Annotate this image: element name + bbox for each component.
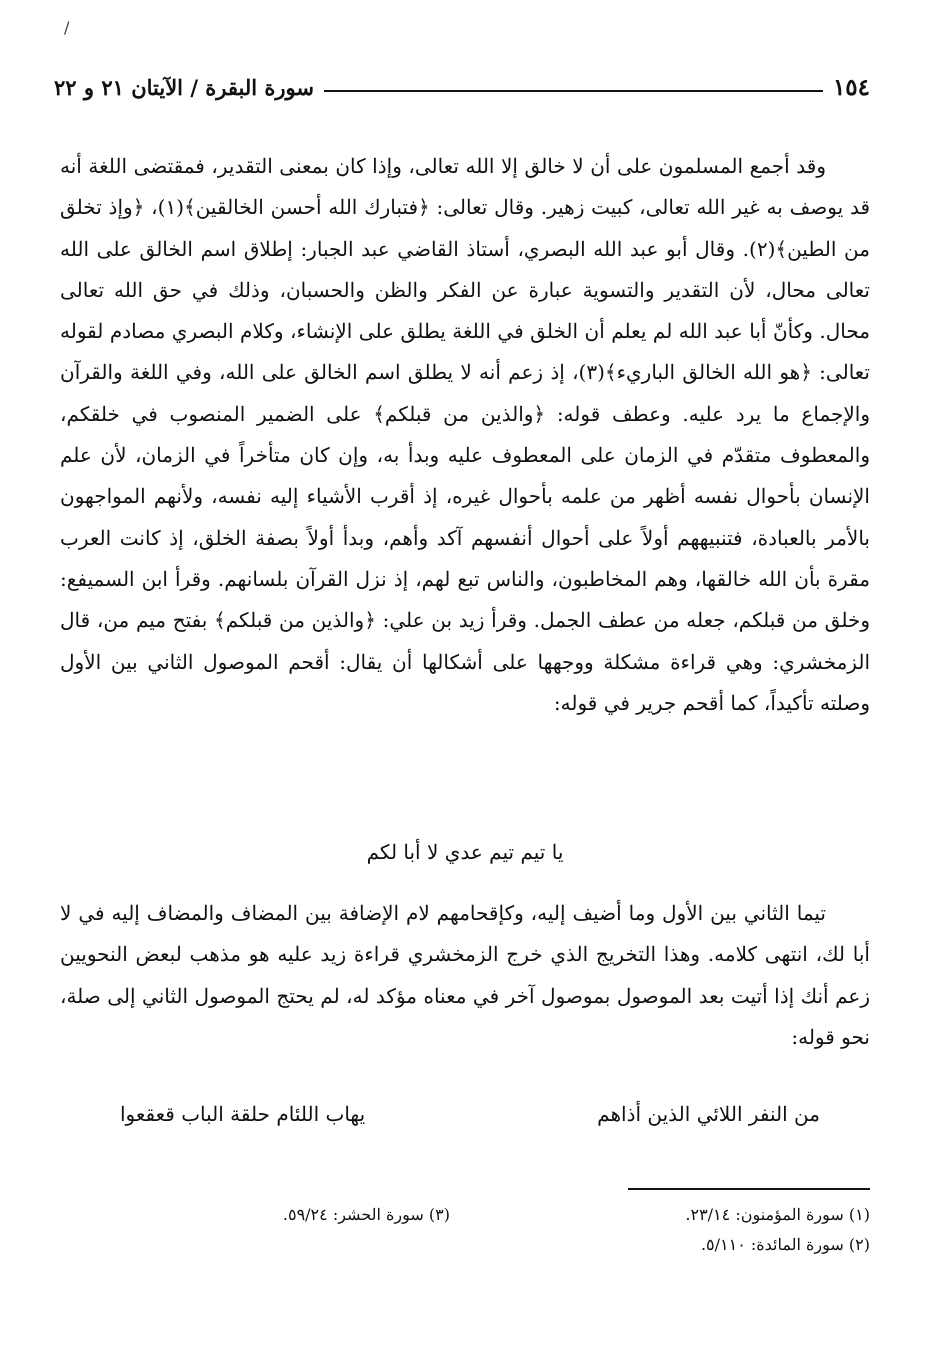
footnote-3: (٣) سورة الحشر: ٥٩/٢٤. — [282, 1205, 450, 1224]
verse-first-hemistich: من النفر اللائي الذين أذاهم — [597, 1102, 820, 1126]
footnote-row — [60, 1230, 870, 1260]
corner-mark: / — [64, 18, 70, 37]
footnote-1: (١) سورة المؤمنون: ٢٣/١٤. — [685, 1205, 870, 1224]
running-title: سورة البقرة / الآيتان ٢١ و ٢٢ — [54, 74, 314, 100]
paragraph: وقد أجمع المسلمون على أن لا خالق إلا الله تعالى، وإذا كان بمعنى التقدير، فمقتضى اللغة أنه قد يوصف به غير الله تعالى، كبيت زهير. وقال تعالى: ﴿فتبارك الله أحسن الخالقين﴾(١)، ﴿وإذ تخلق من الطين﴾(٢). وقال أبو عبد الله البصري، أستاذ القاضي عبد الجبار: إطلاق اسم الخالق على الله تعالى محال، لأن التقدير والتسوية عبارة عن الفكر والظن والحسبان، وذلك في حق الله تعالى محال. وكأنّ أبا عبد الله لم يعلم أن الخلق في اللغة يطلق على الإنشاء، وكلام البصري مصادم لقوله تعالى: ﴿هو الله الخالق الباريء﴾(٣)، إذ زعم أنه لا يطلق اسم الخالق على الله، وفي اللغة والقرآن والإجماع ما يرد عليه. وعطف قوله: ﴿والذين من قبلكم﴾ على الضمير المنصوب في خلقكم، والمعطوف متقدّم في الزمان على المعطوف عليه وبدأ به، وإن كان متأخراً في الزمان، لأن علم الإنسان بأحوال نفسه أظهر من علمه بأحوال غيره، إذ أقرب الأشياء إليه نفسه، ولأنهم المواجهون بالأمر بالعبادة، فتنبيههم أولاً على أحوال أنفسهم آكد وأهم، وبدأ أولاً بصفة الخلق، إذ كانت العرب مقرة بأن الله خالقها، وهم المخاطبون، والناس تبع لهم، إذ نزل القرآن بلسانهم. وقرأ ابن السميفع: وخلق من قبلكم، جعله من عطف الجمل. وقرأ زيد بن علي: ﴿والذين من قبلكم﴾ بفتح ميم من، قال الزمخشري: وهي قراءة مشكلة ووجهها على أشكالها أن يقال: أقحم الموصول الثاني بين الأول وصلته تأكيداً، كما أقحم جرير في قوله: — [60, 154, 871, 715]
footnote-rule — [628, 1188, 870, 1190]
paragraph: تيما الثاني بين الأول وما أضيف إليه، وكإقحامهم لام الإضافة بين المضاف والمضاف إليه في لا أبا لك، انتهى كلامه. وهذا التخريج الذي خرج الزمخشري قراءة زيد عليه هو مذهب لبعض النحويين زعم أنك إذا أتيت بعد الموصول بموصول آخر في معناه مؤكد له، لم يحتج الموصول الثاني إلى صلة، نحو قوله: — [60, 901, 870, 1049]
page-header — [54, 70, 870, 104]
main-text-continued — [60, 893, 870, 1058]
page-number: ١٥٤ — [832, 73, 870, 101]
verse-line: يا تيم تيم عدي لا أبا لكم — [366, 840, 564, 864]
footnote-2: (٢) سورة المائدة: ٥/١١٠. — [700, 1235, 870, 1254]
header-rule — [324, 90, 823, 92]
footnote-row — [60, 1200, 870, 1230]
verse-second-hemistich: يهاب اللئام حلقة الباب قعقعوا — [120, 1102, 366, 1126]
main-text — [60, 146, 870, 724]
verse-couplet — [120, 1094, 820, 1134]
footnotes — [60, 1200, 870, 1260]
